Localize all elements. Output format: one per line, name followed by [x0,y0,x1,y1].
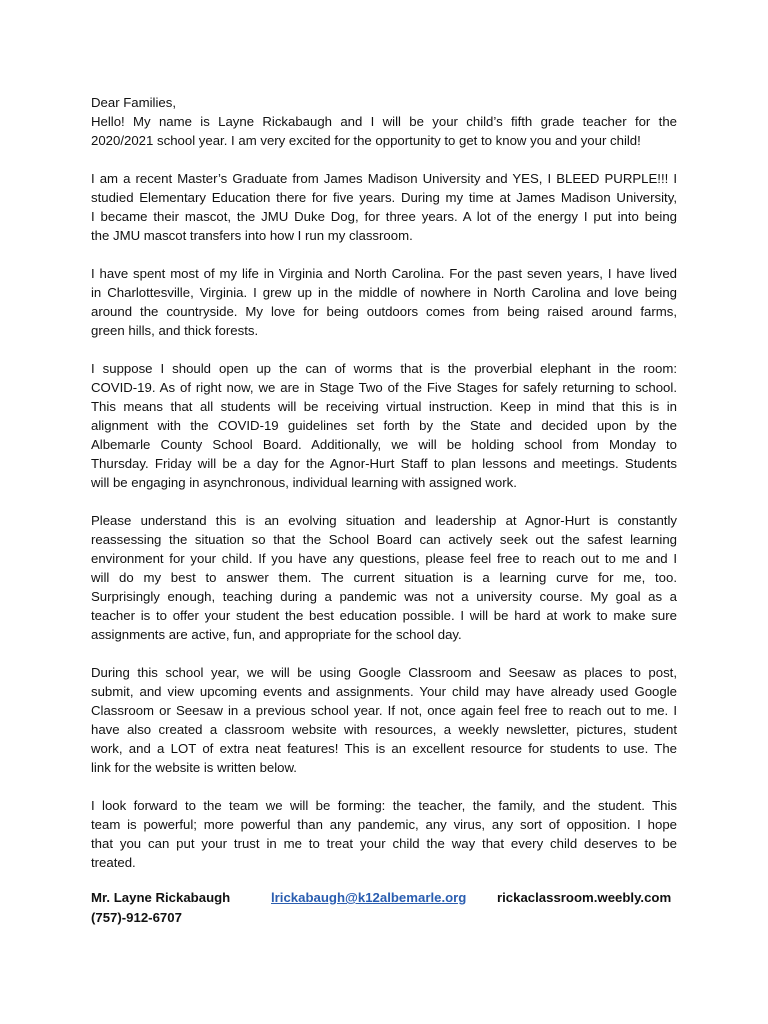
paragraph-4-line: Albemarle County School Board. Additionally, we will be holding school from Monday to [91,437,677,452]
paragraph-4-line: COVID-19. As of right now, we are in Stage Two of the Five Stages for safely returning to school. [91,380,677,395]
paragraph-6-line: Classroom or Seesaw in a previous school year. If not, once again feel free to reach out to me. I [91,703,677,718]
paragraph-gap [91,340,677,359]
paragraph-4-line: alignment with the COVID-19 guidelines set forth by the State and decided upon by the [91,418,677,433]
paragraph-5-line: Surprisingly enough, teaching during a pandemic was not a university course. My goal as a [91,589,677,604]
paragraph-2-line: I am a recent Master’s Graduate from James Madison University and YES, I BLEED PURPLE!!! I [91,171,677,186]
paragraph-7-line: team is powerful; more powerful than any pandemic, any virus, any sort of opposition. I hope [91,817,677,832]
paragraph-6-line: have also created a classroom website with resources, a weekly newsletter, pictures, student [91,722,677,737]
paragraph-5-line: teacher is to offer your student the best education possible. I will be hard at work to make sure [91,608,677,623]
paragraph-5-line: reassessing the situation so that the School Board can actively seek out the safest learning [91,532,677,547]
signature-phone: (757)-912-6707 [91,910,182,925]
signature-website: rickaclassroom.weebly.com [497,890,672,905]
paragraph-gap [91,150,677,169]
signature-email-link[interactable]: lrickabaugh@k12albemarle.org [271,890,467,905]
paragraph-6-line: link for the website is written below. [91,760,297,775]
paragraph-2-line: I became their mascot, the JMU Duke Dog, for three years. A lot of the energy I put into being [91,209,677,224]
paragraph-3-line: around the countryside. My love for being outdoors comes from being raised around farms, [91,304,677,319]
paragraph-7-line: that you can put your trust in me to treat your child the way that every child deserves to be [91,836,677,851]
paragraph-6-line: During this school year, we will be using Google Classroom and Seesaw as places to post, [91,665,677,680]
paragraph-2-line: studied Elementary Education there for five years. During my time at James Madison University, [91,190,677,205]
signature-block [91,888,691,928]
paragraph-6-line: work, and a LOT of extra neat features! This is an excellent resource for students to use. The [91,741,677,756]
paragraph-2-line: the JMU mascot transfers into how I run my classroom. [91,228,413,243]
paragraph-4-line: will be engaging in asynchronous, individual learning with assigned work. [91,475,517,490]
paragraph-3-line: in Charlottesville, Virginia. I grew up in the middle of nowhere in North Carolina and love being [91,285,677,300]
paragraph-3-line: I have spent most of my life in Virginia and North Carolina. For the past seven years, I have lived [91,266,677,281]
letter-body [91,93,677,872]
paragraph-4-line: Thursday. Friday will be a day for the Agnor-Hurt Staff to plan lessons and meetings. Students [91,456,677,471]
paragraph-5-line: will do my best to answer them. The current situation is a learning curve for me, too. [91,570,677,585]
paragraph-gap [91,245,677,264]
paragraph-7-line: treated. [91,855,136,870]
paragraph-gap [91,492,677,511]
paragraph-4-line: I suppose I should open up the can of worms that is the proverbial elephant in the room: [91,361,677,376]
paragraph-gap [91,777,677,796]
paragraph-5-line: assignments are active, fun, and appropriate for the school day. [91,627,462,642]
paragraph-1-line: 2020/2021 school year. I am very excited for the opportunity to get to know you and your child! [91,133,641,148]
paragraph-5-line: Please understand this is an evolving situation and leadership at Agnor-Hurt is constantly [91,513,677,528]
paragraph-6-line: submit, and view upcoming events and assignments. Your child may have already used Google [91,684,677,699]
paragraph-5-line: environment for your child. If you have any questions, please feel free to reach out to me and I [91,551,677,566]
paragraph-3-line: green hills, and thick forests. [91,323,259,338]
paragraph-gap [91,644,677,663]
paragraph-4-line: This means that all students will be receiving virtual instruction. Keep in mind that this is in [91,399,677,414]
paragraph-7-line: I look forward to the team we will be forming: the teacher, the family, and the student. This [91,798,677,813]
signature-name: Mr. Layne Rickabaugh [91,890,231,905]
paragraph-1-line: Hello! My name is Layne Rickabaugh and I will be your child’s fifth grade teacher for the [91,114,677,129]
greeting: Dear Families, [91,95,177,110]
